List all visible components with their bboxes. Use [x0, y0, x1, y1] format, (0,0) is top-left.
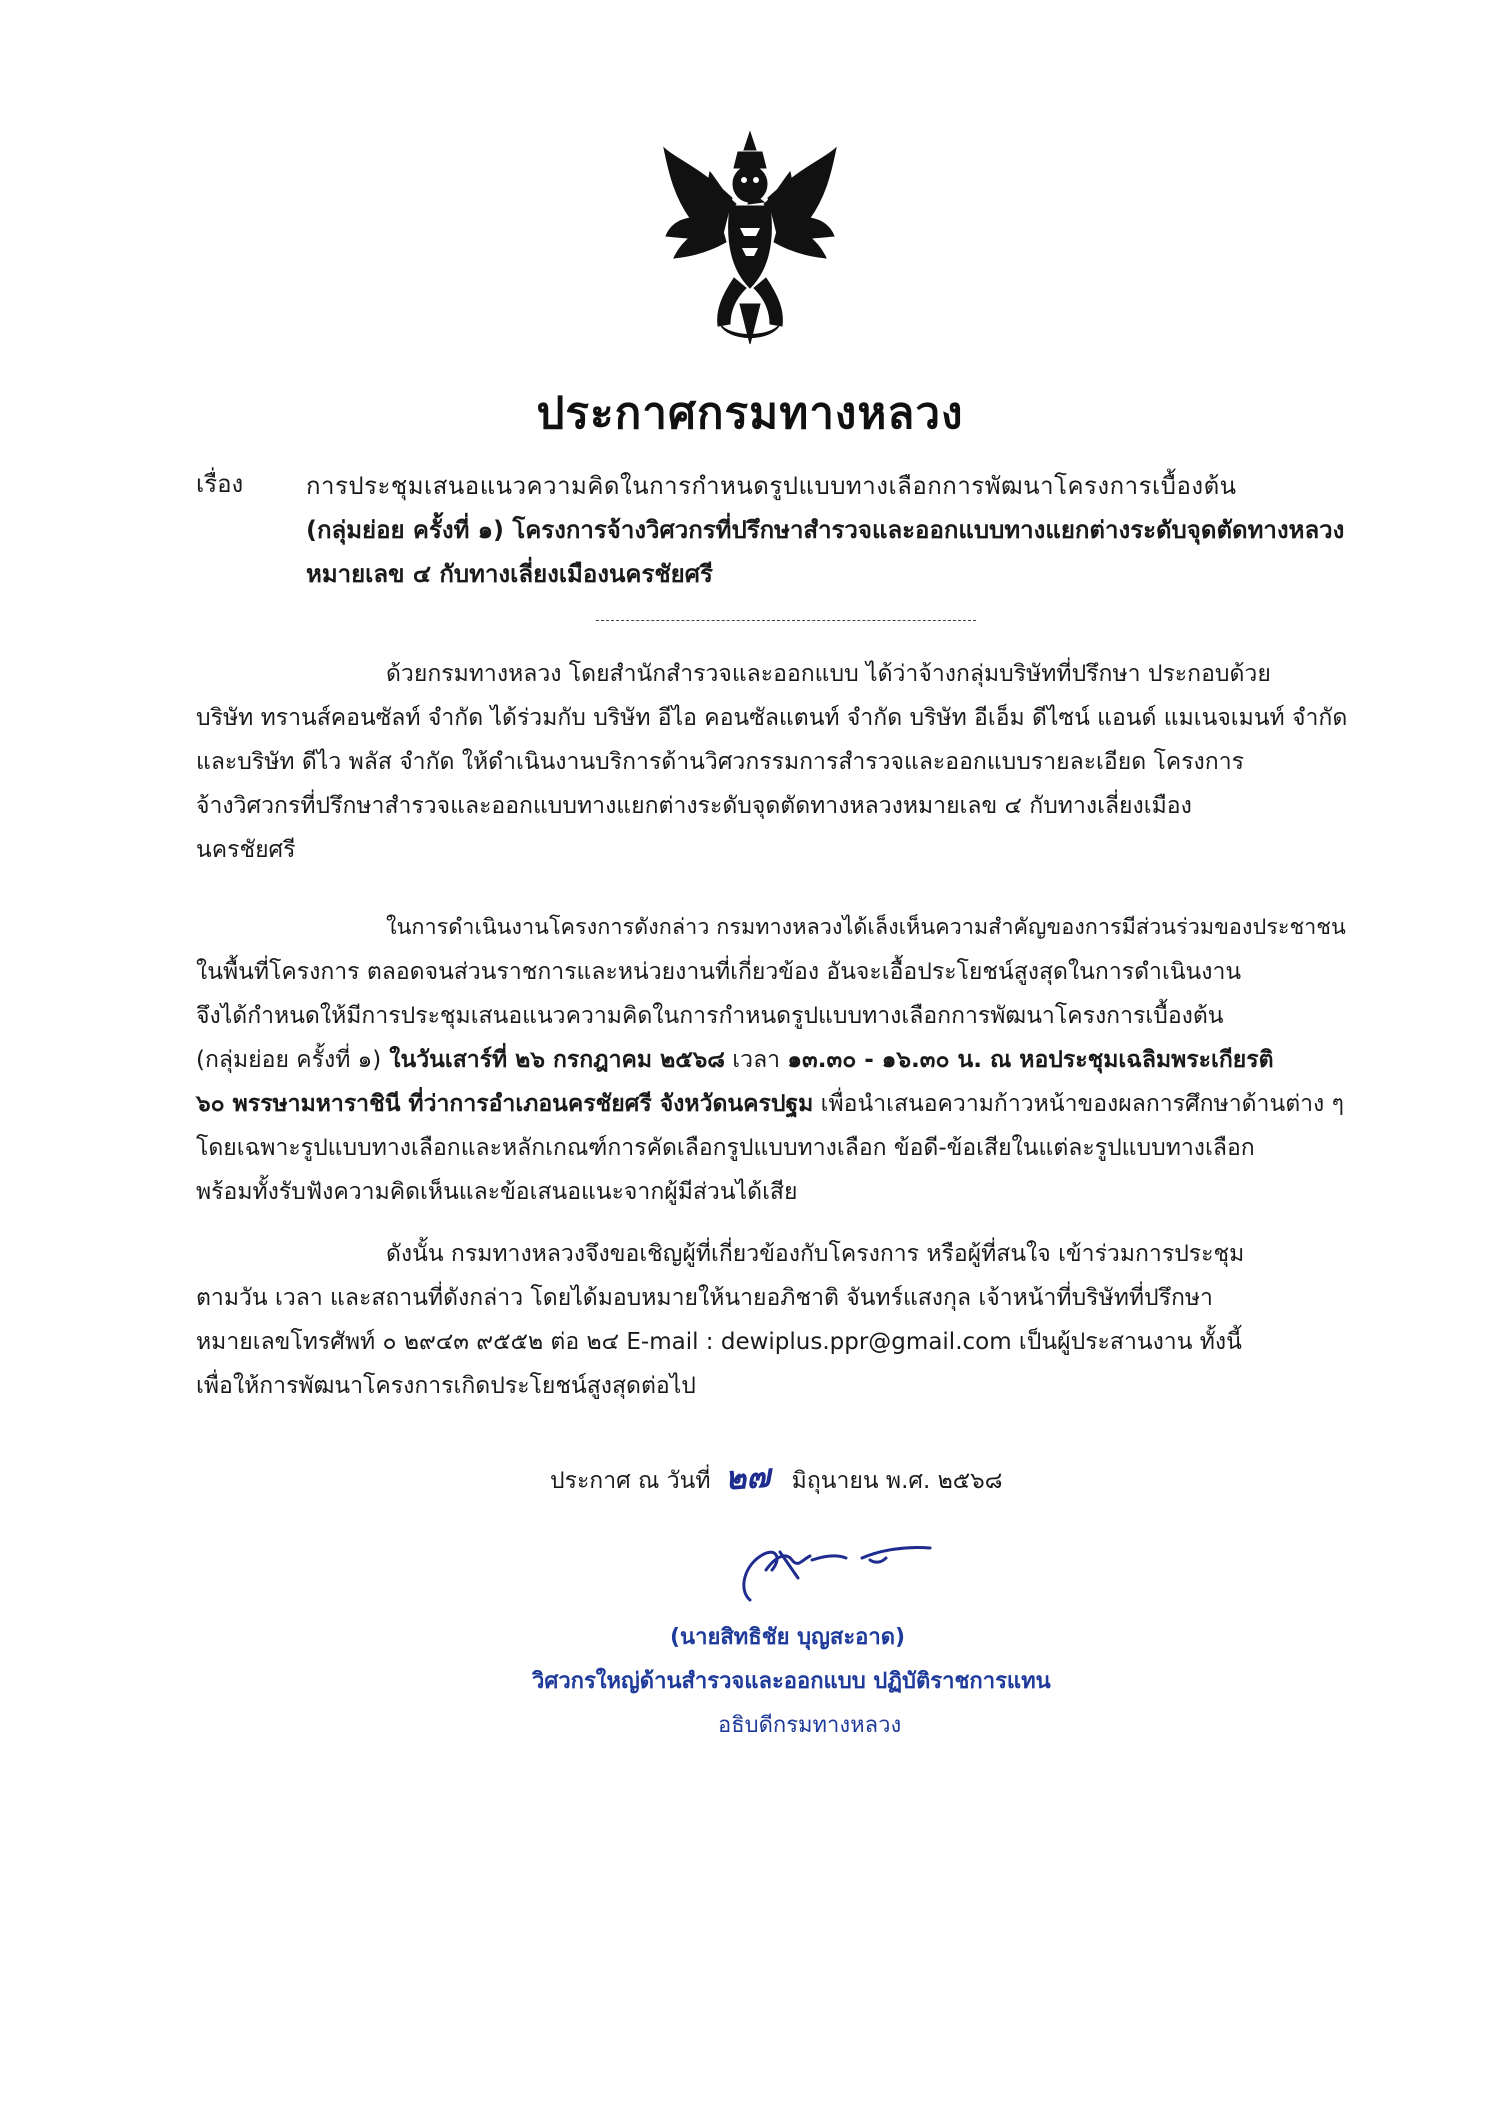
announcement-date	[550, 1452, 1003, 1503]
announce-suffix: มิถุนายน พ.ศ. ๒๕๖๘	[791, 1468, 1003, 1494]
signatory-organization: อธิบดีกรมทางหลวง	[718, 1713, 902, 1738]
paragraph-3-line-1: ดังนั้น กรมทางหลวงจึงขอเชิญผู้ที่เกี่ยวข้องกับโครงการ หรือผู้ที่สนใจ เข้าร่วมการประชุม	[386, 1241, 1245, 1267]
subject-label: เรื่อง	[196, 470, 244, 498]
handwritten-signature	[720, 1530, 940, 1610]
meeting-time-label: เวลา	[724, 1047, 788, 1073]
paragraph-1-line-4: จ้างวิศวกรที่ปรึกษาสำรวจและออกแบบทางแยกต่างระดับจุดตัดทางหลวงหมายเลข ๔ กับทางเลี่ยงเมือง	[196, 793, 1192, 819]
meeting-time-venue: ๑๓.๓๐ - ๑๖.๓๐ น. ณ หอประชุมเฉลิมพระเกียรติ	[787, 1047, 1274, 1073]
subject-line-1: การประชุมเสนอแนวความคิดในการกำหนดรูปแบบทางเลือกการพัฒนาโครงการเบื้องต้น	[306, 472, 1237, 500]
paragraph-2-line-5	[196, 1082, 1356, 1126]
paragraph-1-line-1: ด้วยกรมทางหลวง โดยสำนักสำรวจและออกแบบ ได้ว่าจ้างกลุ่มบริษัทที่ปรึกษา ประกอบด้วย	[386, 661, 1271, 687]
paragraph-2-line-3: จึงได้กำหนดให้มีการประชุมเสนอแนวความคิดในการกำหนดรูปแบบทางเลือกการพัฒนาโครงการเบื้องต้น	[196, 1003, 1224, 1029]
paragraph-1-line-3: และบริษัท ดีไว พลัส จำกัด ให้ดำเนินงานบริการด้านวิศวกรรมการสำรวจและออกแบบรายละเอียด โครงการ	[196, 749, 1244, 775]
paragraph-2-line-1: ในการดำเนินงานโครงการดังกล่าว กรมทางหลวงได้เล็งเห็นความสำคัญของการมีส่วนร่วมของประชาชน	[386, 915, 1346, 940]
signatory-position: วิศวกรใหญ่ด้านสำรวจและออกแบบ ปฏิบัติราชการแทน	[532, 1669, 1051, 1694]
paragraph-2-line-7: พร้อมทั้งรับฟังความคิดเห็นและข้อเสนอแนะจากผู้มีส่วนได้เสีย	[196, 1179, 798, 1205]
divider	[596, 620, 976, 621]
meeting-purpose: เพื่อนำเสนอความก้าวหน้าของผลการศึกษาด้านต่าง ๆ	[813, 1091, 1344, 1117]
announce-day-handwritten: ๒๗	[723, 1456, 771, 1498]
paragraph-1-line-2: บริษัท ทรานส์คอนซัลท์ จำกัด ได้ร่วมกับ บริษัท อีไอ คอนซัลแตนท์ จำกัด บริษัท อีเอ็ม ดีไซน์ แอนด์ แมเนจเมนท์ จำกัด	[196, 705, 1348, 731]
garuda-emblem-icon	[660, 128, 840, 348]
paragraph-3-line-2: ตามวัน เวลา และสถานที่ดังกล่าว โดยได้มอบหมายให้นายอภิชาติ จันทร์แสงกุล เจ้าหน้าที่บริษัทที่ปรึกษา	[196, 1285, 1213, 1311]
signatory-name: (นายสิทธิชัย บุญสะอาด)	[670, 1625, 906, 1650]
meeting-group-text: (กลุ่มย่อย ครั้งที่ ๑)	[196, 1047, 382, 1073]
paragraph-2	[196, 906, 1356, 1214]
paragraph-3	[196, 1232, 1356, 1408]
subject-text	[306, 464, 1358, 596]
paragraph-2-line-2: ในพื้นที่โครงการ ตลอดจนส่วนราชการและหน่วยงานที่เกี่ยวข้อง อันจะเอื้อประโยชน์สูงสุดในการดำเนินงาน	[196, 959, 1242, 985]
paragraph-1-line-5: นครชัยศรี	[196, 837, 296, 863]
paragraph-1	[196, 652, 1356, 872]
subject-line-3: หมายเลข ๔ กับทางเลี่ยงเมืองนครชัยศรี	[306, 560, 713, 588]
paragraph-3-line-3: หมายเลขโทรศัพท์ ๐ ๒๙๔๓ ๙๕๕๒ ต่อ ๒๔ E-mail : dewiplus.ppr@gmail.com เป็นผู้ประสานงาน ทั้งนี้	[196, 1329, 1242, 1355]
announce-prefix: ประกาศ ณ วันที่	[550, 1468, 711, 1494]
paragraph-2-line-4	[196, 1038, 1356, 1082]
paragraph-2-line-6: โดยเฉพาะรูปแบบทางเลือกและหลักเกณฑ์การคัดเลือกรูปแบบทางเลือก ข้อดี-ข้อเสียในแต่ละรูปแบบทางเลือก	[196, 1135, 1255, 1161]
meeting-date: ในวันเสาร์ที่ ๒๖ กรกฎาคม ๒๕๖๘	[381, 1047, 725, 1073]
subject-line-2: (กลุ่มย่อย ครั้งที่ ๑) โครงการจ้างวิศวกรที่ปรึกษาสำรวจและออกแบบทางแยกต่างระดับจุดตัดทางหลวง	[306, 516, 1345, 544]
document-title: ประกาศกรมทางหลวง	[536, 388, 964, 439]
meeting-venue: ๖๐ พรรษามหาราชินี ที่ว่าการอำเภอนครชัยศรี จังหวัดนครปฐม	[196, 1091, 814, 1117]
paragraph-3-line-4: เพื่อให้การพัฒนาโครงการเกิดประโยชน์สูงสุดต่อไป	[196, 1373, 696, 1399]
